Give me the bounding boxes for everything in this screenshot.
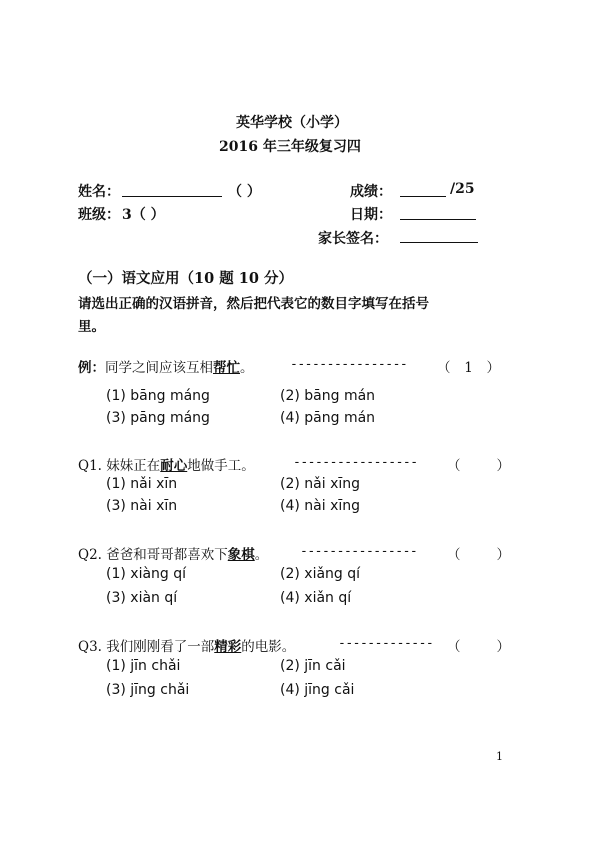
question-3 bbox=[78, 635, 295, 655]
question-text: 妹妹正在 bbox=[106, 458, 161, 474]
question-2 bbox=[78, 543, 268, 563]
instruction-line-2: 里。 bbox=[78, 319, 105, 335]
example-question bbox=[78, 356, 254, 376]
question-label: Q1. bbox=[78, 458, 102, 474]
option-4: (4) jīng cǎi bbox=[280, 682, 355, 698]
instruction-line-1: 请选出正确的汉语拼音，然后把代表它的数目字填写在括号 bbox=[78, 296, 429, 312]
answer-bracket[interactable]: （ ） bbox=[447, 458, 510, 474]
question-keyword: 耐心 bbox=[160, 458, 188, 474]
question-text: 爸爸和哥哥都喜欢下 bbox=[106, 547, 228, 563]
question-label: Q3. bbox=[78, 639, 102, 655]
option-1: (1) xiàng qí bbox=[106, 566, 187, 582]
option-4: (4) xiǎn qí bbox=[280, 590, 352, 606]
option-2: (2) xiǎng qí bbox=[280, 566, 361, 582]
name-field-line[interactable] bbox=[122, 196, 222, 197]
leader-dashes: ---------------- bbox=[300, 544, 418, 559]
leader-dashes: ------------- bbox=[338, 636, 434, 651]
school-title: 英华学校（小学） bbox=[236, 115, 348, 131]
page-number: 1 bbox=[496, 750, 503, 763]
leader-dashes: ----------------- bbox=[293, 455, 418, 470]
question-text-end: 地做手工。 bbox=[187, 458, 255, 474]
option-3: (3) pāng máng bbox=[106, 410, 210, 426]
option-2: (2) bāng mán bbox=[280, 388, 376, 404]
question-text-end: 。 bbox=[254, 547, 269, 563]
class-label: 班级： bbox=[78, 207, 120, 223]
option-1: (1) jīn chǎi bbox=[106, 658, 181, 674]
question-text: 我们刚刚看了一部 bbox=[106, 639, 215, 655]
option-3: (3) xiàn qí bbox=[106, 590, 178, 606]
question-label: Q2. bbox=[78, 547, 102, 563]
option-1: (1) bāng máng bbox=[106, 388, 210, 404]
score-total: /25 bbox=[450, 181, 475, 197]
question-text-end: 。 bbox=[240, 360, 254, 376]
option-4: (4) pāng mán bbox=[280, 410, 376, 426]
question-keyword: 帮忙 bbox=[213, 360, 240, 376]
option-2: (2) nǎi xīng bbox=[280, 476, 361, 492]
answer-bracket[interactable]: （ 1 ） bbox=[437, 360, 500, 376]
answer-bracket[interactable]: （ ） bbox=[447, 639, 510, 655]
answer-value: 1 bbox=[464, 360, 473, 376]
question-keyword: 象棋 bbox=[227, 547, 255, 563]
option-1: (1) nǎi xīn bbox=[106, 476, 178, 492]
answer-bracket[interactable]: （ ） bbox=[447, 547, 510, 563]
option-3: (3) jīng chǎi bbox=[106, 682, 190, 698]
score-field-line[interactable] bbox=[400, 196, 446, 197]
name-label: 姓名： bbox=[78, 184, 120, 200]
option-4: (4) nài xīng bbox=[280, 498, 361, 514]
parent-signature-label: 家长签名： bbox=[318, 231, 388, 247]
option-2: (2) jīn cǎi bbox=[280, 658, 346, 674]
question-text-end: 的电影。 bbox=[241, 639, 296, 655]
section-title: （一）语文应用（10 题 10 分） bbox=[78, 270, 293, 287]
leader-dashes: ---------------- bbox=[290, 357, 408, 372]
question-label: 例： bbox=[78, 360, 105, 376]
date-label: 日期： bbox=[350, 207, 392, 223]
worksheet-subtitle: 2016 年三年级复习四 bbox=[219, 139, 361, 155]
option-3: (3) nài xīn bbox=[106, 498, 178, 514]
date-field-line[interactable] bbox=[400, 219, 476, 220]
question-keyword: 精彩 bbox=[214, 639, 242, 655]
question-text: 同学之间应该互相 bbox=[105, 360, 213, 376]
name-paren: （ ） bbox=[228, 184, 261, 200]
score-label: 成绩： bbox=[350, 184, 392, 200]
question-1 bbox=[78, 454, 255, 474]
class-value[interactable]: 3（ ） bbox=[122, 207, 165, 223]
parent-signature-line[interactable] bbox=[400, 242, 478, 243]
